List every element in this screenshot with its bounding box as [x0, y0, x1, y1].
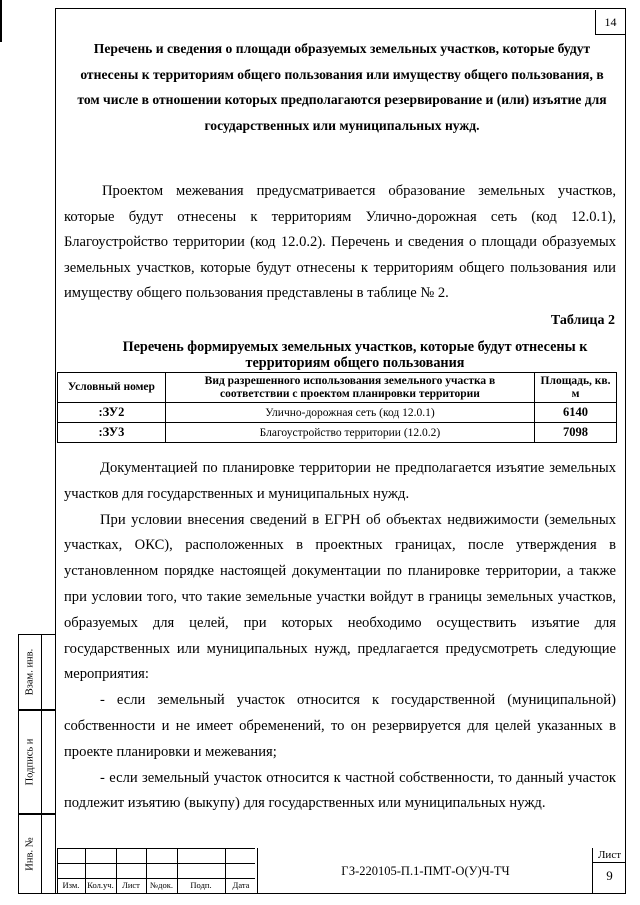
paragraph-private-property: - если земельный участок относится к частной собственности, то данный участок подлежит изъятию (выкупу) для государственных или муниципальных нужд.	[64, 769, 616, 812]
col-data: Дата	[232, 880, 250, 890]
document-code: ГЗ-220105-П.1-ПМТ-О(У)Ч-ТЧ	[257, 848, 593, 894]
plot-usage: Благоустройство территории (12.0.2)	[165, 423, 534, 443]
sheet-box	[592, 848, 626, 894]
title-block-grid	[57, 848, 257, 894]
header-area: Площадь, кв. м	[535, 373, 617, 403]
side-field-vzam-value	[42, 634, 56, 710]
section-heading: Перечень и сведения о площади образуемых земельных участков, которые будут отнесены к территориям общего пользования или имуществу общего пользования, в том числе в отношении которых предполагаются резервирование и (или) изъятие для государственных или муниципальных нужд.	[77, 41, 607, 133]
side-field-podpis-value	[42, 710, 56, 814]
plot-id: :ЗУ3	[58, 423, 166, 443]
header-usage: Вид разрешенного использования земельного участка в соответствии с проектом планировки территории	[165, 373, 534, 403]
paragraph-no-seizure: Документацией по планировке территории не предполагается изъятие земельных участков для государственных и муниципальных нужд.	[64, 460, 616, 502]
title-block	[57, 848, 625, 894]
side-label-inv: Инв. №	[24, 837, 36, 871]
side-field-inv-value	[42, 814, 56, 894]
paragraph-conditions: При условии внесения сведений в ЕГРН об объектах недвижимости (земельных участках, ОКС), расположенных в проектных границах, после утверждения в установленном порядке настоящей документации по планировке территории, а также при условии того, что такие земельные участки войдут в границы земельных участков, образуемых для целей, при которых необходимо осуществить изъятие для государственных или муниципальных нужд, предлагается предусмотреть следующие мероприятия:	[64, 511, 616, 683]
sheet-label: Лист	[593, 849, 626, 863]
land-plots-table	[57, 372, 617, 443]
binding-mark	[0, 0, 2, 42]
col-ndok: №док.	[150, 880, 173, 890]
body-text	[64, 456, 616, 817]
plot-usage: Улично-дорожная сеть (код 12.0.1)	[165, 403, 534, 423]
plot-area: 7098	[535, 423, 617, 443]
table-row	[58, 403, 617, 423]
sheet-number: 9	[606, 868, 613, 883]
plot-area: 6140	[535, 403, 617, 423]
col-kolvo: Кол.уч.	[87, 880, 114, 890]
col-podp: Подп.	[190, 880, 212, 890]
table-title: Перечень формируемых земельных участков, которые будут отнесены к территориям общего пользования	[122, 339, 588, 371]
table-row	[58, 423, 617, 443]
plot-id: :ЗУ2	[58, 403, 166, 423]
page-number: 14	[595, 10, 625, 35]
side-label-vzam: Взам. инв.	[24, 648, 36, 696]
intro-paragraph: Проектом межевания предусматривается образование земельных участков, которые будут отнесены к территориям Улично-дорожная сеть (код 12.0.1), Благоустройство территории (код 12.0.2). Перечень и сведения о площади образуемых земельных участков, которые будут отнесены к территориям общего пользования или имуществу общего пользования представлены в таблице № 2.	[64, 183, 616, 301]
side-field-inv	[18, 814, 42, 894]
side-field-podpis	[18, 710, 42, 814]
table-caption: Таблица 2	[550, 313, 615, 328]
side-field-vzam	[18, 634, 42, 710]
side-label-podpis: Подпись и	[24, 738, 36, 786]
paragraph-state-property: - если земельный участок относится к государственной (муниципальной) собственности и не имеет обременений, то он резервируется для целей указанных в проекте планировки и межевания;	[64, 692, 616, 760]
col-izm: Изм.	[62, 880, 80, 890]
col-list: Лист	[122, 880, 140, 890]
header-number: Условный номер	[58, 373, 166, 403]
intro-text	[64, 179, 616, 307]
table-header-row	[58, 373, 617, 403]
